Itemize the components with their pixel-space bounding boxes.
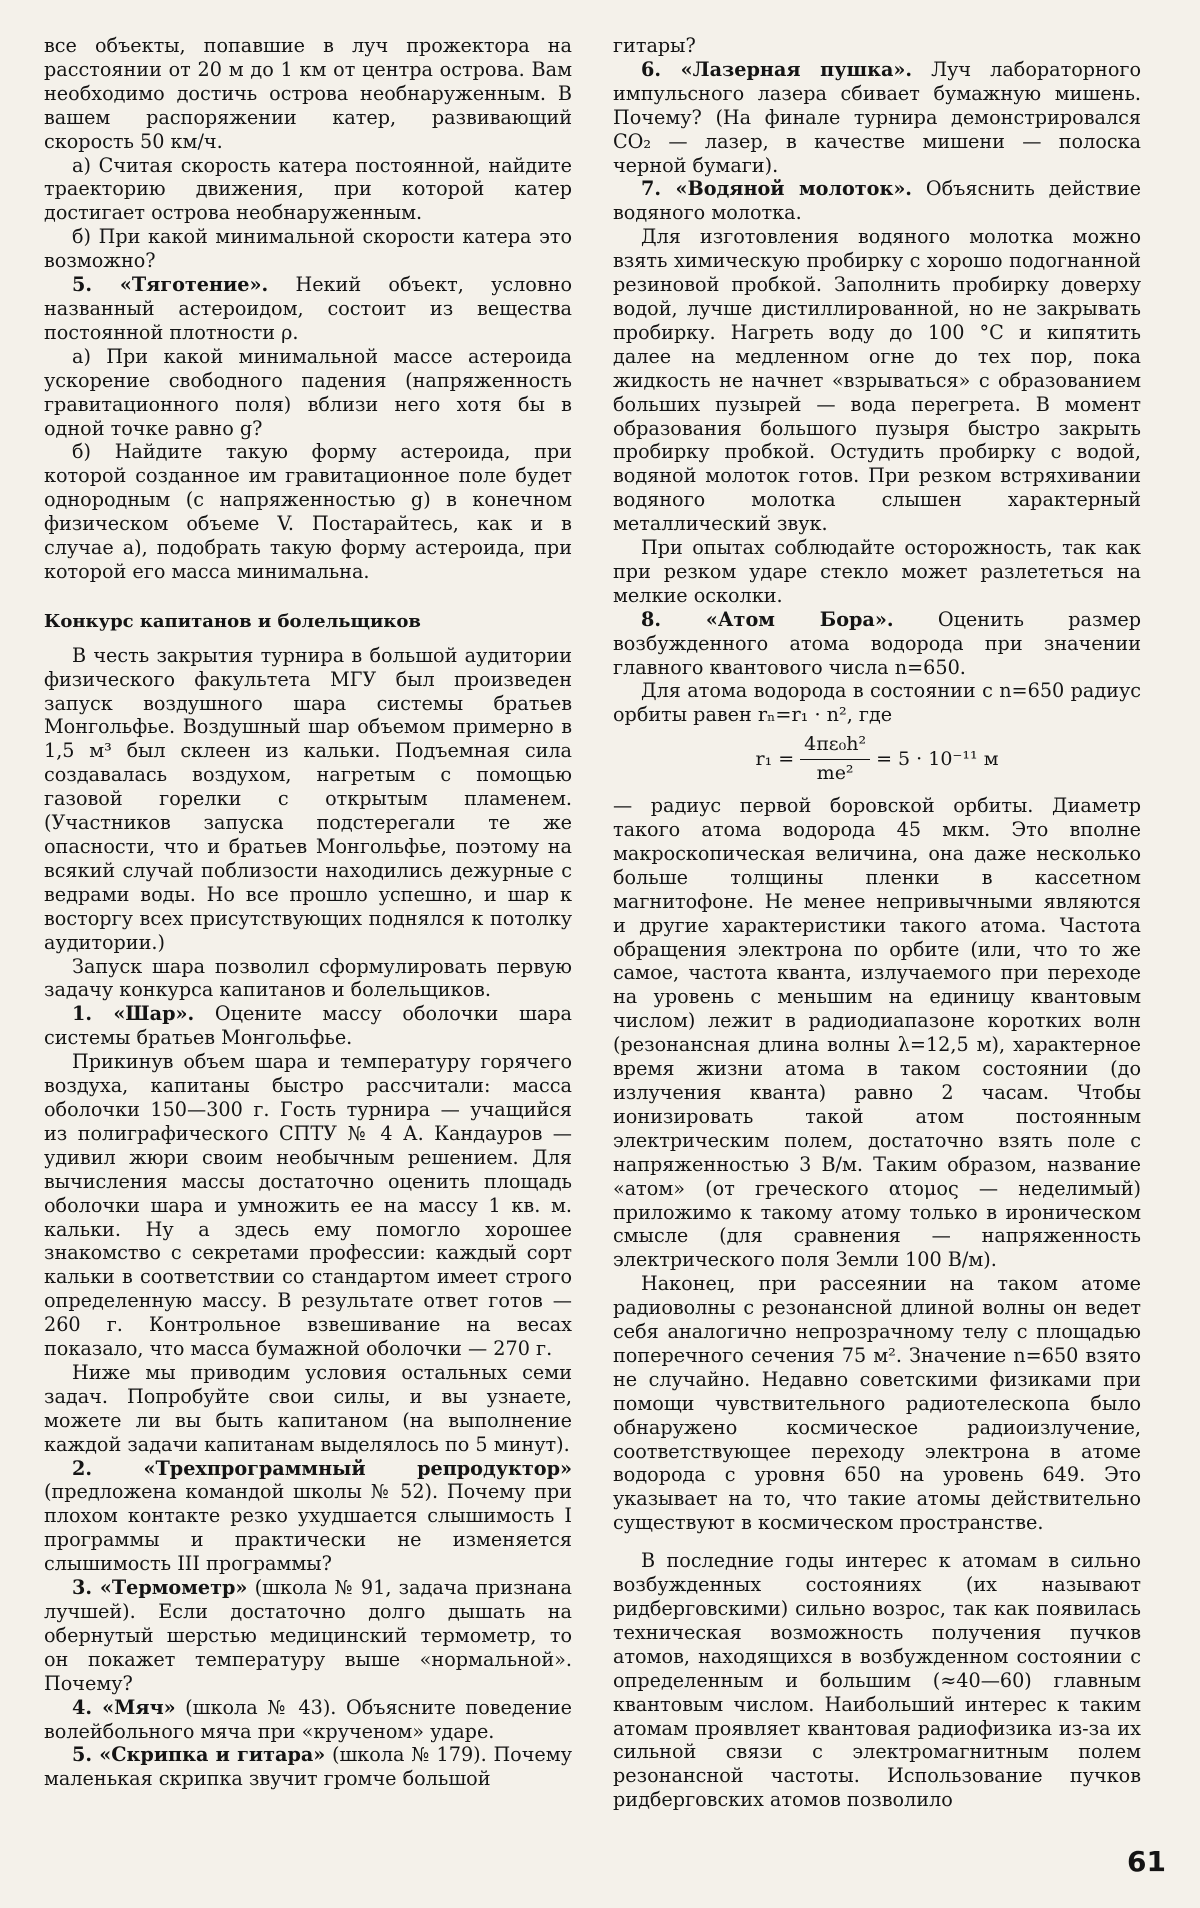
paragraph: В честь закрытия турнира в большой аудитории физического факультета МГУ был произведен запуск воздушного шара системы братьев Монгольфье. Воздушный шар объемом примерно в 1,5 м³ был склеен из кальки. Подъемная сила создавалась воздухом, нагретым с помощью газовой горелки с открытым пламенем. (Участников запуска подстерегали те же опасности, что и братьев Монгольфье, поэтому на всякий случай поблизости находились дежурные с ведрами воды. Но все прошло успешно, и шар к восторгу всех присутствующих поднялся к потолку аудитории.) xyxy=(44,643,572,954)
paragraph: Запуск шара позволил сформулировать первую задачу конкурса капитанов и болельщиков. xyxy=(44,954,572,1002)
problem-title: 5. «Тяготение». xyxy=(72,273,269,297)
problem-title: 1. «Шар». xyxy=(72,1002,195,1026)
problem-text: Некий объект, условно названный астероидом, состоит из вещества постоянной плотности ρ. xyxy=(44,273,573,344)
paragraph: Для атома водорода в состоянии с n=650 радиус орбиты равен rₙ=r₁ · n², где xyxy=(613,679,1141,727)
paragraph: б) При какой минимальной скорости катера это возможно? xyxy=(44,225,572,273)
problem-8-paragraph xyxy=(613,608,1141,680)
paragraph: Прикинув объем шара и температуру горячего воздуха, капитаны быстро рассчитали: масса оболочки 150—300 г. Гость турнира — учащийся из полиграфического СПТУ № 4 А. Кандауров — удивил жюри своим необычным решением. Для вычисления массы достаточно оценить площадь оболочки шара и умножить ее на массу 1 кв. м. кальки. Ну а здесь ему помогло хорошее знакомство с секретами профессии: каждый сорт кальки в соответствии со стандартом имеет строго определенную массу. В результате ответ готов — 260 г. Контрольное взвешивание на весах показало, что масса бумажной оболочки — 270 г. xyxy=(44,1050,572,1361)
problem-4-paragraph xyxy=(44,1696,572,1744)
paragraph: При опытах соблюдайте осторожность, так как при резком ударе стекло может разлететься на мелкие осколки. xyxy=(613,536,1141,607)
problem-title: 2. «Трехпрограммный репродуктор» xyxy=(72,1456,572,1480)
formula-rhs: = 5 · 10⁻¹¹ м xyxy=(876,747,999,770)
problem-title: 7. «Водяной молоток». xyxy=(641,177,912,201)
problem-text: (школа № 43). Объясните поведение волейбольного мяча при «крученом» ударе. xyxy=(44,1695,573,1743)
section-heading: Конкурс капитанов и болельщиков xyxy=(44,610,421,632)
page-number: 61 xyxy=(1127,1845,1166,1878)
paragraph: все объекты, попавшие в луч прожектора на расстоянии от 20 м до 1 км от центра острова. Вам необходимо достичь острова необнаруженным. В вашем распоряжении катер, развивающий скорость 50 км/ч. xyxy=(44,34,572,153)
formula-lhs: r₁ = xyxy=(755,747,795,770)
problem-title: 8. «Атом Бора». xyxy=(641,607,894,631)
left-column xyxy=(44,34,572,1791)
paragraph: — радиус первой боровской орбиты. Диаметр такого атома водорода 45 мкм. Это вполне макроскопическая величина, она даже несколько больше толщины пленки в кассетном магнитофоне. Не менее непривычными являются и другие характеристики такого атома. Частота обращения электрона по орбите (или, что то же самое, частота кванта, излучаемого при переходе на уровень с меньшим на единицу квантовым числом) лежит в радиодиапазоне коротких волн (резонансная длина волны λ=12,5 м), характерное время жизни атома в таком состоянии (до излучения кванта) равно 2 часам. Чтобы ионизировать такой атом постоянным электрическим полем, достаточно взять поле с напряженностью 3 В/м. Таким образом, название «атом» (от греческого ατομος — неделимый) приложимо к такому атому только в ироническом смысле (для сравнения — напряженность электрического поля Земли 100 В/м). xyxy=(613,794,1141,1272)
paragraph: б) Найдите такую форму астероида, при которой созданное им гравитационное поле будет однородным (с напряженностью g) в конечном физическом объеме V. Постарайтесь, как и в случае а), подобрать такую форму астероида, при которой его масса минимальна. xyxy=(44,440,572,583)
paragraph: В последние годы интерес к атомам в сильно возбужденных состояниях (их называют ридберговскими) сильно возрос, так как появилась техническая возможность получения пучков атомов, находящихся в возбужденном состоянии с определенным и большим (≈40—60) главным квантовым числом. Наибольший интерес к таким атомам проявляет квантовая радиофизика из-за их сильной связи с электромагнитным полем резонансной частоты. Использование пучков ридберговских атомов позволило xyxy=(613,1549,1141,1812)
problem-title: 5. «Скрипка и гитара» xyxy=(72,1743,326,1767)
problem-text: Луч лабораторного импульсного лазера сбивает бумажную мишень. Почему? (На финале турнира демонстрировался CO₂ — лазер, в качестве мишени — полоска черной бумаги). xyxy=(613,57,1141,177)
formula-fraction xyxy=(800,733,870,786)
paragraph: Наконец, при рассеянии на таком атоме радиоволны с резонансной длиной волны он ведет себя аналогично непрозрачному телу с площадью поперечного сечения 75 м². Значение n=650 взято не случайно. Недавно советскими физиками при помощи чувствительного радиотелескопа было обнаружено космическое радиоизлучение, соответствующее переходу электрона в атоме водорода с уровня 650 на уровень 649. Это указывает на то, что такие атомы действительно существуют в космическом пространстве. xyxy=(613,1272,1141,1535)
problem-text: (школа № 91, задача признана лучшей). Если достаточно долго дышать на обернутый шерстью медицинский термометр, то он покажет температуру выше «нормальной». Почему? xyxy=(44,1576,572,1695)
problem-2-paragraph xyxy=(44,1457,572,1577)
problem-5-paragraph xyxy=(44,273,572,345)
problem-text: Объяснить действие водяного молотка. xyxy=(613,177,1141,225)
paragraph: а) При какой минимальной массе астероида ускорение свободного падения (напряженность гравитационного поля) вблизи него хотя бы в одной точке равно g? xyxy=(44,344,572,440)
paragraph: Ниже мы приводим условия остальных семи задач. Попробуйте свои силы, и вы узнаете, можете ли вы быть капитаном (на выполнение каждой задачи капитанам выделялось по 5 минут). xyxy=(44,1360,572,1456)
problem-text: Оцените массу оболочки шара системы братьев Монгольфье. xyxy=(44,1002,572,1050)
problem-6-paragraph xyxy=(613,58,1141,178)
formula-denominator: me² xyxy=(816,762,854,785)
problem-text: (школа № 179). Почему маленькая скрипка звучит громче большой xyxy=(44,1743,572,1791)
problem-5b-paragraph xyxy=(44,1743,572,1791)
problem-text: (предложена командой школы № 52). Почему при плохом контакте резко ухудшается слышимость I программы и практически не изменяется слышимость III программы? xyxy=(44,1480,572,1576)
problem-title: 6. «Лазерная пушка». xyxy=(641,57,913,81)
problem-title: 3. «Термометр» xyxy=(72,1576,248,1600)
problem-3-paragraph xyxy=(44,1576,572,1696)
paragraph: гитары? xyxy=(613,34,696,57)
paragraph: а) Считая скорость катера постоянной, найдите траекторию движения, при которой катер достигает острова необнаруженным. xyxy=(44,153,572,225)
problem-text: Оценить размер возбужденного атома водорода при значении главного квантового числа n=650. xyxy=(613,607,1141,679)
problem-title: 4. «Мяч» xyxy=(72,1695,176,1719)
right-column xyxy=(613,34,1141,1812)
spacer xyxy=(613,1535,1141,1549)
bohr-radius-formula xyxy=(613,733,1141,786)
formula-numerator: 4πε₀h² xyxy=(800,733,870,760)
problem-1-paragraph xyxy=(44,1002,572,1050)
problem-7-paragraph xyxy=(613,177,1141,225)
paragraph: Для изготовления водяного молотка можно взять химическую пробирку с хорошо подогнанной резиновой пробкой. Заполнить пробирку доверху водой, лучше дистиллированной, но не закрывать пробирку. Нагреть воду до 100 °С и кипятить далее на медленном огне до тех пор, пока жидкость не начнет «взрываться» с образованием больших пузырей — вода перегрета. В момент образования большого пузыря быстро закрыть пробирку пробкой. Остудить пробирку с водой, водяной молоток готов. При резком встряхивании водяного молотка слышен характерный металлический звук. xyxy=(613,225,1141,536)
